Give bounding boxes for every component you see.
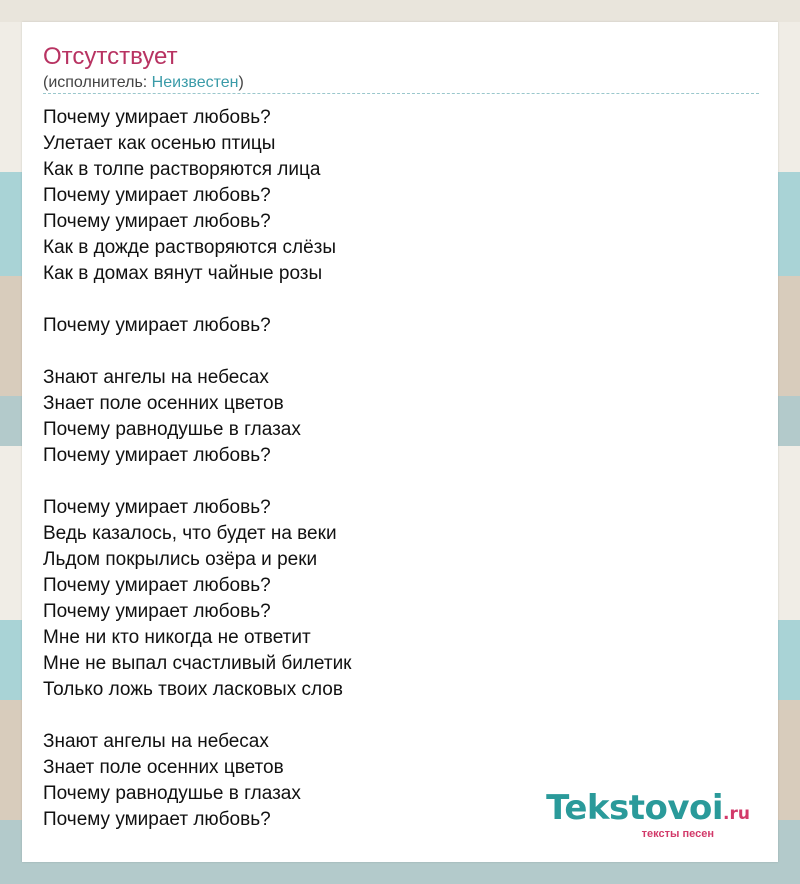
lyric-line: Только ложь твоих ласковых слов	[43, 679, 343, 700]
lyric-line: Как в толпе растворяются лица	[43, 159, 321, 180]
lyric-line: Почему умирает любовь?	[43, 575, 271, 596]
lyric-line: Как в дожде растворяются слёзы	[43, 237, 337, 258]
lyric-line: Почему умирает любовь?	[43, 107, 271, 128]
logo-tagline: тексты песен	[641, 828, 714, 840]
lyric-line: Почему умирает любовь?	[43, 497, 271, 518]
lyric-line: Знают ангелы на небесах	[43, 731, 269, 752]
artist-link[interactable]: Неизвестен	[151, 74, 239, 91]
lyric-line: Почему равнодушье в глазах	[43, 783, 301, 804]
lyric-line: Почему умирает любовь?	[43, 809, 271, 830]
lyric-line: Почему умирает любовь?	[43, 601, 271, 622]
lyric-blank-line	[43, 469, 743, 495]
lyrics-text	[43, 105, 743, 833]
lyric-line: Знает поле осенних цветов	[43, 757, 284, 778]
artist-line	[43, 73, 244, 93]
lyric-line: Почему умирает любовь?	[43, 315, 271, 336]
lyric-line: Почему умирает любовь?	[43, 185, 271, 206]
lyric-line: Почему равнодушье в глазах	[43, 419, 301, 440]
lyric-line: Знают ангелы на небесах	[43, 367, 269, 388]
logo-main-text: Tekstovoi	[546, 788, 724, 828]
lyric-line: Мне не выпал счастливый билетик	[43, 653, 352, 674]
lyric-blank-line	[43, 703, 743, 729]
artist-suffix: )	[238, 74, 244, 91]
lyric-line: Мне ни кто никогда не ответит	[43, 627, 311, 648]
lyric-line: Как в домах вянут чайные розы	[43, 263, 323, 284]
logo-tld: .ru	[723, 804, 750, 824]
lyric-line: Почему умирает любовь?	[43, 211, 271, 232]
lyric-line: Знает поле осенних цветов	[43, 393, 284, 414]
song-title: Отсутствует	[43, 43, 178, 70]
dashed-divider	[43, 93, 759, 94]
artist-prefix: (исполнитель:	[43, 74, 152, 91]
lyric-line: Почему умирает любовь?	[43, 445, 271, 466]
lyrics-card	[22, 22, 778, 862]
lyric-line: Ведь казалось, что будет на веки	[43, 523, 337, 544]
lyric-blank-line	[43, 339, 743, 365]
tekstovoi-logo[interactable]	[546, 790, 750, 840]
logo-wordmark	[546, 790, 750, 832]
lyric-line: Льдом покрылись озёра и реки	[43, 549, 318, 570]
lyric-blank-line	[43, 287, 743, 313]
lyric-line: Улетает как осенью птицы	[43, 133, 276, 154]
